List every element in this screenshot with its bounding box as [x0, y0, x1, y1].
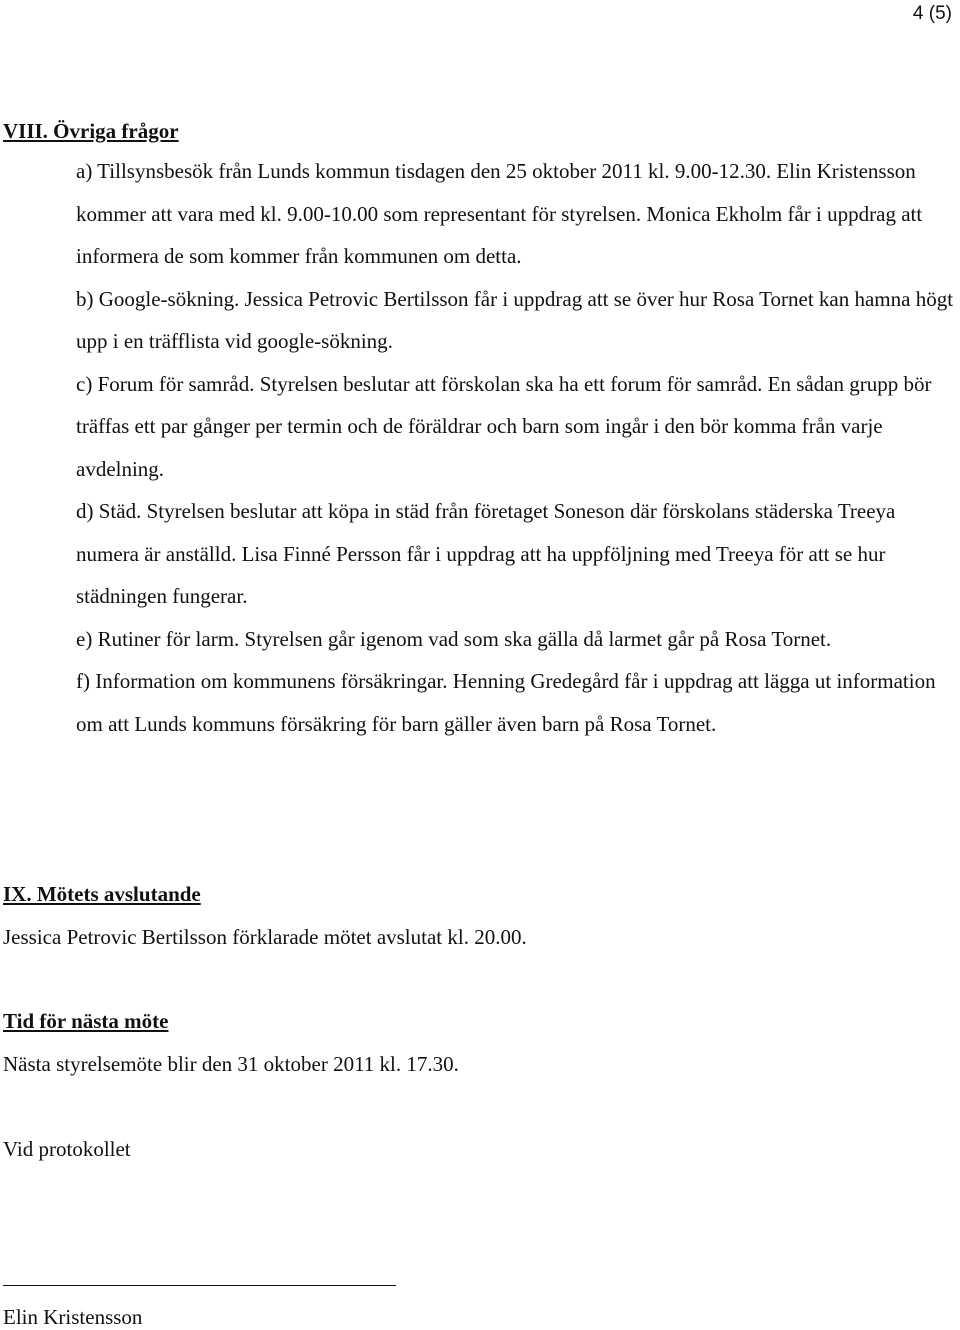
- signature-intro: Vid protokollet: [3, 1137, 131, 1161]
- item-e: [76, 618, 956, 661]
- section-viii-heading: VIII. Övriga frågor: [3, 119, 179, 143]
- item-c-label: c) Forum för samråd.: [76, 371, 255, 396]
- item-a-label: a) Tillsynsbesök från Lunds kommun tisdagen den 25 oktober 2011 kl. 9.00-12.30.: [76, 159, 772, 183]
- item-f: [76, 660, 956, 745]
- item-d-label: d) Städ.: [76, 499, 142, 523]
- item-b-label: b) Google-sökning.: [76, 286, 240, 311]
- section-viii-items: [76, 150, 956, 745]
- next-meeting-text: Nästa styrelsemöte blir den 31 oktober 2011 kl. 17.30.: [3, 1052, 459, 1076]
- item-b: [76, 278, 956, 363]
- section-ix-text: Jessica Petrovic Bertilsson förklarade mötet avslutat kl. 20.00.: [3, 925, 527, 949]
- signature-line: [3, 1285, 396, 1286]
- item-a-text: Elin Kristensson kommer att vara med kl. 9.00-10.00 som representant för styrelsen. Monica Ekholm får i uppdrag att informera de som kommer från kommunen om detta.: [76, 159, 923, 268]
- item-d-text: Styrelsen beslutar att köpa in städ från företaget Soneson där förskolans städerska Treeya numera är anställd. Lisa Finné Persson får i uppdrag att ha uppföljning med Treeya för att se hur städningen fungerar.: [76, 499, 896, 608]
- item-e-label: e) Rutiner för larm.: [76, 626, 240, 651]
- item-a: [76, 150, 956, 278]
- item-f-text: Henning Gredegård får i uppdrag att lägga ut information om att Lunds kommuns försäkring för barn gäller även barn på Rosa Tornet.: [76, 669, 936, 736]
- next-meeting-heading: Tid för nästa möte: [3, 1009, 169, 1033]
- item-e-text: Styrelsen går igenom vad som ska gälla då larmet går på Rosa Tornet.: [244, 626, 832, 651]
- signature-name: Elin Kristensson: [3, 1305, 143, 1329]
- item-d: [76, 490, 956, 618]
- item-f-label: f) Information om kommunens försäkringar.: [76, 669, 448, 693]
- item-b-text: Jessica Petrovic Bertilsson får i uppdrag att se över hur Rosa Tornet kan hamna högt upp i en träfflista vid google-sökning.: [76, 286, 954, 353]
- item-c-text: Styrelsen beslutar att förskolan ska ha ett forum för samråd. En sådan grupp bör träffas ett par gånger per termin och de föräldrar och barn som ingår i den bör komma från varje avdelning.: [76, 371, 932, 481]
- page-number: 4 (5): [912, 3, 952, 24]
- section-ix-heading: IX. Mötets avslutande: [3, 882, 201, 906]
- item-c: [76, 363, 956, 491]
